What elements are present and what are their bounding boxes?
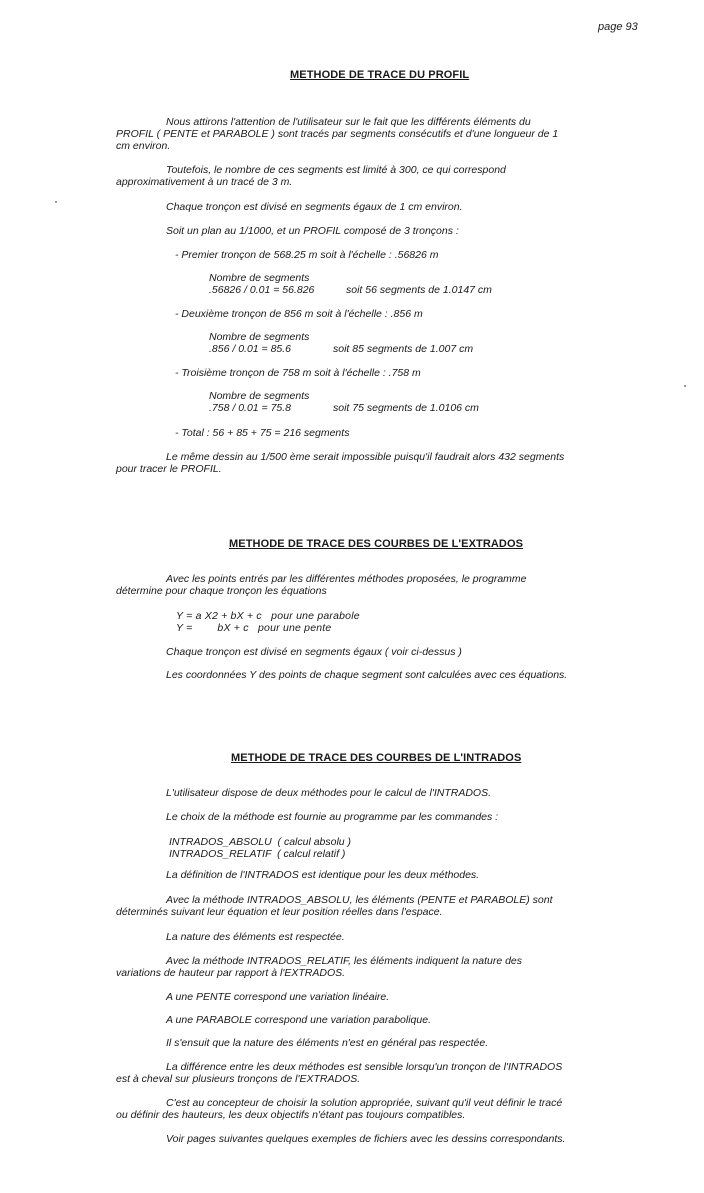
intrados-absolu-line-1: Avec la méthode INTRADOS_ABSOLU, les éléments (PENTE et PARABOLE) sont bbox=[166, 894, 553, 906]
intrados-relatif-line-1: Avec la méthode INTRADOS_RELATIF, les éléments indiquent la nature des bbox=[166, 955, 523, 967]
profil-limit-line-2: approximativement à un tracé de 3 m. bbox=[116, 176, 293, 188]
intrados-absolu-line-2: déterminés suivant leur équation et leur position réelles dans l'espace. bbox=[116, 906, 443, 918]
profil-intro-line-2: PROFIL ( PENTE et PARABOLE ) sont tracés par segments consécutifs et d'une longueur de 1 bbox=[116, 128, 559, 140]
profil-item-2: - Deuxième tronçon de 856 m soit à l'échelle : .856 m bbox=[175, 308, 423, 320]
page-number: page 93 bbox=[598, 21, 638, 33]
section-title-extrados: METHODE DE TRACE DES COURBES DE L'EXTRADOS bbox=[229, 538, 524, 550]
scan-speck bbox=[684, 385, 686, 387]
intrados-definition-text: La définition de l'INTRADOS est identique pour les deux méthodes. bbox=[166, 869, 480, 881]
intrados-relatif-line-2: variations de hauteur par rapport à l'EXTRADOS. bbox=[116, 967, 346, 979]
extrados-intro-line-2: détermine pour chaque tronçon les équations bbox=[116, 585, 327, 597]
section-title-profil: METHODE DE TRACE DU PROFIL bbox=[290, 69, 470, 81]
profil-item-3-seg-calc: .758 / 0.01 = 75.8 bbox=[209, 402, 292, 414]
intrados-consequence-text: Il s'ensuit que la nature des éléments n'est en général pas respectée. bbox=[166, 1037, 489, 1049]
profil-limit-line-1: Toutefois, le nombre de ces segments est limité à 300, ce qui correspond bbox=[166, 164, 506, 176]
profil-item-1-seg-result: soit 56 segments de 1.0147 cm bbox=[346, 284, 492, 296]
profil-item-2-seg-calc: .856 / 0.01 = 85.6 bbox=[209, 343, 292, 355]
intrados-examples-text: Voir pages suivantes quelques exemples de fichiers avec les dessins correspondants. bbox=[166, 1133, 566, 1145]
profil-item-3-seg-label: Nombre de segments bbox=[209, 390, 310, 402]
scan-speck bbox=[55, 201, 57, 203]
profil-item-3-seg-result: soit 75 segments de 1.0106 cm bbox=[333, 402, 479, 414]
profil-item-3: - Troisième tronçon de 758 m soit à l'échelle : .758 m bbox=[175, 367, 421, 379]
intrados-difference-line-1: La différence entre les deux méthodes est sensible lorsqu'un tronçon de l'INTRADOS bbox=[166, 1061, 563, 1073]
intrados-difference-line-2: est à cheval sur plusieurs tronçons de l'EXTRADOS. bbox=[116, 1073, 361, 1085]
intrados-choice-line-2: ou définir des hauteurs, les deux objectifs n'étant pas toujours compatibles. bbox=[116, 1109, 466, 1121]
profil-item-1-seg-calc: .56826 / 0.01 = 56.826 bbox=[209, 284, 315, 296]
profil-division-text: Chaque tronçon est divisé en segments égaux de 1 cm environ. bbox=[166, 201, 463, 213]
equation-parabole: Y = a X2 + bX + c pour une parabole bbox=[176, 610, 360, 622]
intrados-methods-text: L'utilisateur dispose de deux méthodes pour le calcul de l'INTRADOS. bbox=[166, 787, 492, 799]
profil-item-1-seg-label: Nombre de segments bbox=[209, 272, 310, 284]
section-title-intrados: METHODE DE TRACE DES COURBES DE L'INTRADOS bbox=[231, 752, 522, 764]
profil-item-2-seg-result: soit 85 segments de 1.007 cm bbox=[333, 343, 474, 355]
extrados-intro-line-1: Avec les points entrés par les différentes méthodes proposées, le programme bbox=[166, 573, 527, 585]
intrados-pente-text: A une PENTE correspond une variation linéaire. bbox=[166, 991, 390, 1003]
profil-scale-line-1: Le même dessin au 1/500 ème serait impossible puisqu'il faudrait alors 432 segments bbox=[166, 451, 565, 463]
profil-scale-line-2: pour tracer le PROFIL. bbox=[116, 463, 222, 475]
profil-example-text: Soit un plan au 1/1000, et un PROFIL composé de 3 tronçons : bbox=[166, 225, 459, 237]
command-intrados-absolu: INTRADOS_ABSOLU ( calcul absolu ) bbox=[169, 836, 352, 848]
profil-item-2-seg-label: Nombre de segments bbox=[209, 331, 310, 343]
extrados-division-text: Chaque tronçon est divisé en segments égaux ( voir ci-dessus ) bbox=[166, 646, 462, 658]
command-intrados-relatif: INTRADOS_RELATIF ( calcul relatif ) bbox=[169, 848, 346, 860]
intrados-nature-text: La nature des éléments est respectée. bbox=[166, 931, 345, 943]
extrados-coordinates-text: Les coordonnées Y des points de chaque segment sont calculées avec ces équations. bbox=[166, 669, 568, 681]
profil-intro-line-3: cm environ. bbox=[116, 140, 171, 152]
profil-total: - Total : 56 + 85 + 75 = 216 segments bbox=[175, 427, 350, 439]
intrados-choice-line-1: C'est au concepteur de choisir la solution appropriée, suivant qu'il veut définir le tracé bbox=[166, 1097, 563, 1109]
profil-intro-line-1: Nous attirons l'attention de l'utilisateur sur le fait que les différents éléments du bbox=[166, 116, 531, 128]
equation-pente: Y = bX + c pour une pente bbox=[176, 622, 332, 634]
intrados-choice-text: Le choix de la méthode est fournie au programme par les commandes : bbox=[166, 811, 499, 823]
intrados-parabole-text: A une PARABOLE correspond une variation parabolique. bbox=[166, 1014, 431, 1026]
profil-item-1: - Premier tronçon de 568.25 m soit à l'échelle : .56826 m bbox=[175, 249, 439, 261]
